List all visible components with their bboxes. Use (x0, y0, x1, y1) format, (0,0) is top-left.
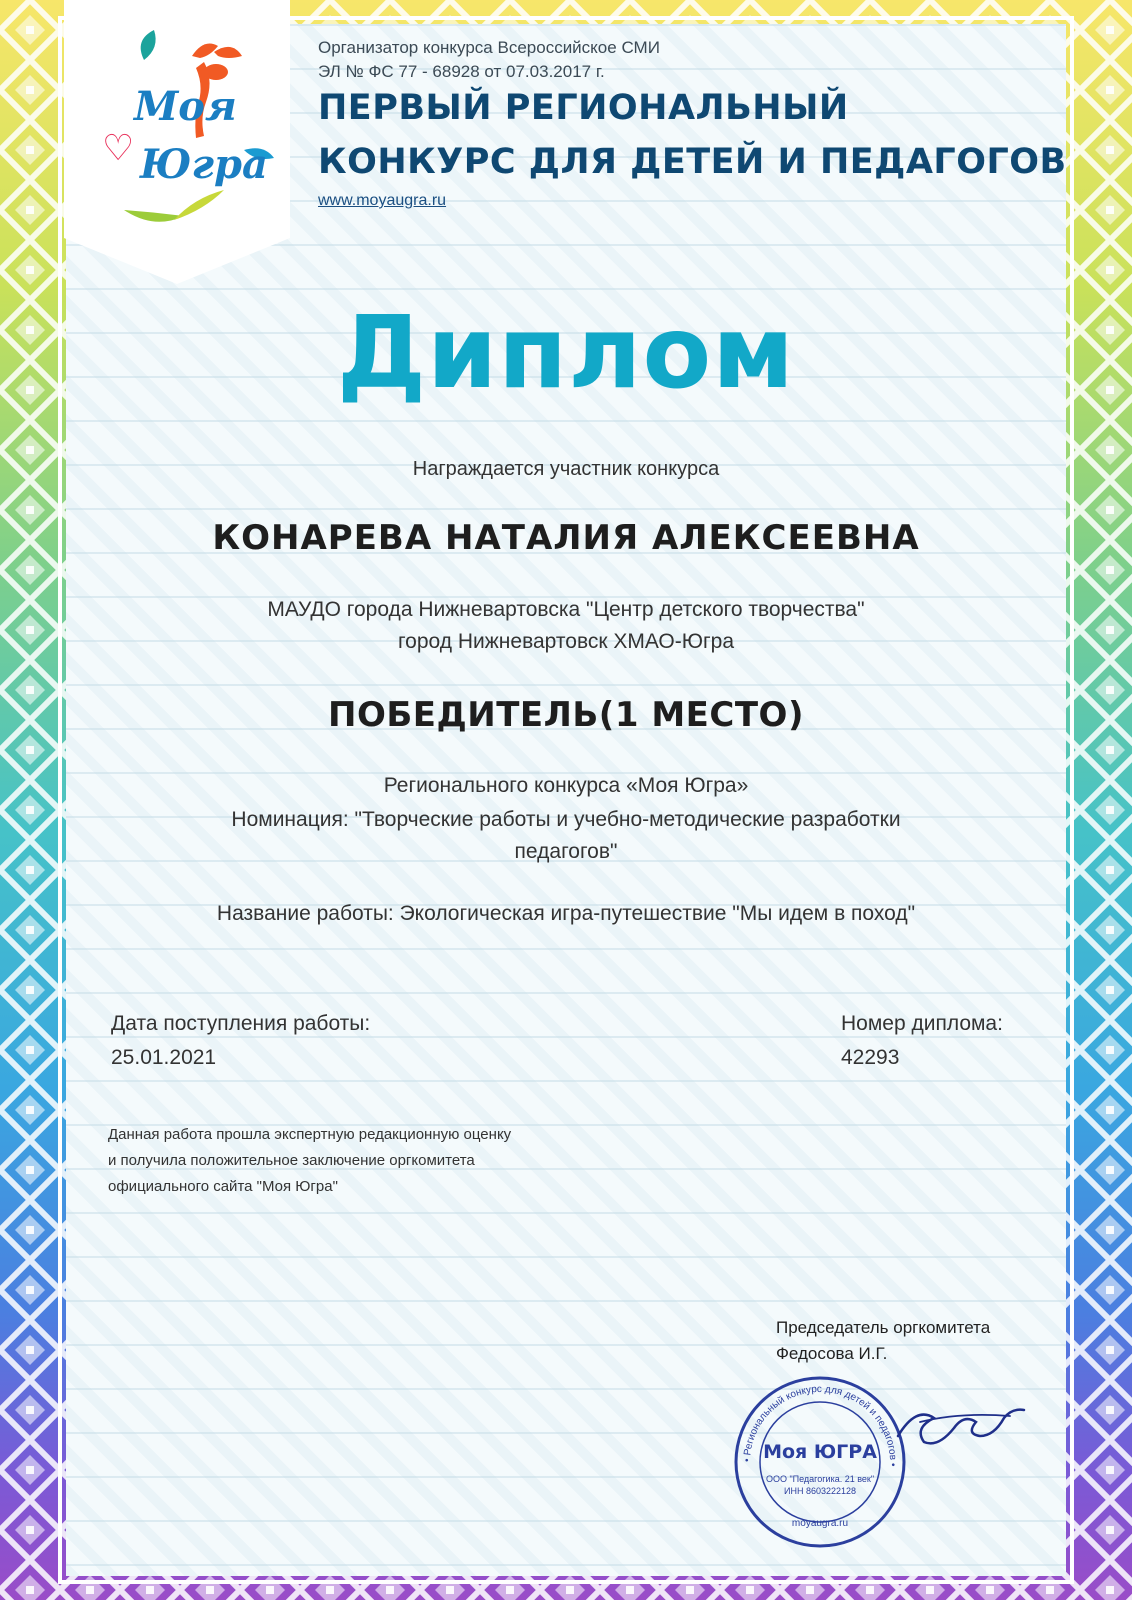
organization-name: МАУДО города Нижневартовска "Центр детского творчества" (267, 598, 865, 621)
chair-label: Председатель оргкомитета (776, 1318, 991, 1337)
svg-text:moyaugra.ru: moyaugra.ru (791, 1518, 849, 1529)
awarded-line: Награждается участник конкурса (412, 458, 720, 480)
website-link[interactable]: www.moyaugra.ru (318, 192, 447, 209)
diploma-number-label: Номер диплома: (841, 1012, 1003, 1035)
expert-note-line1: Данная работа прошла экспертную редакционную оценку (108, 1126, 512, 1143)
nomination-line1: Номинация: "Творческие работы и учебно-методические разработки (231, 808, 901, 831)
svg-text:Моя ЮГРА: Моя ЮГРА (763, 1441, 877, 1463)
diploma-number-value: 42293 (841, 1046, 900, 1069)
contest-title-line1: ПЕРВЫЙ РЕГИОНАЛЬНЫЙ (318, 88, 849, 128)
date-label: Дата поступления работы: (111, 1012, 371, 1035)
signature (890, 1392, 1040, 1462)
svg-text:• Региональный конкурс для дет: • Региональный конкурс для детей и педагогов • (741, 1383, 899, 1467)
nomination-line2: педагогов" (514, 840, 618, 863)
official-stamp (732, 1374, 908, 1550)
svg-text:ИНН 8603222128: ИНН 8603222128 (783, 1486, 857, 1496)
work-title: Название работы: Экологическая игра-путешествие "Мы идем в поход" (216, 902, 916, 925)
date-value: 25.01.2021 (111, 1046, 217, 1069)
contest-name: Регионального конкурса «Моя Югра» (383, 774, 749, 797)
svg-text:ООО "Педагогика. 21 век": ООО "Педагогика. 21 век" (765, 1474, 875, 1484)
logo (64, 0, 290, 284)
expert-note-line2: и получила положительное заключение оргкомитета (108, 1152, 475, 1169)
organization-city: город Нижневартовск ХМАО-Югра (397, 630, 734, 653)
winner-name: КОНАРЕВА НАТАЛИЯ АЛЕКСЕЕВНА (212, 518, 920, 558)
registration-line: ЭЛ № ФС 77 - 68928 от 07.03.2017 г. (318, 62, 605, 81)
organizer-line: Организатор конкурса Всероссийское СМИ (318, 38, 660, 57)
chair-name: Федосова И.Г. (776, 1344, 888, 1363)
svg-text:Югра: Югра (140, 141, 268, 188)
contest-title-line2: КОНКУРС ДЛЯ ДЕТЕЙ И ПЕДАГОГОВ (318, 142, 1067, 182)
svg-text:Моя: Моя (134, 83, 237, 130)
svg-text:♡: ♡ (102, 128, 135, 169)
expert-note-line3: официального сайта "Моя Югра" (108, 1178, 338, 1195)
place-title: ПОБЕДИТЕЛЬ(1 МЕСТО) (328, 695, 804, 735)
diploma-title: Диплом (337, 294, 795, 411)
